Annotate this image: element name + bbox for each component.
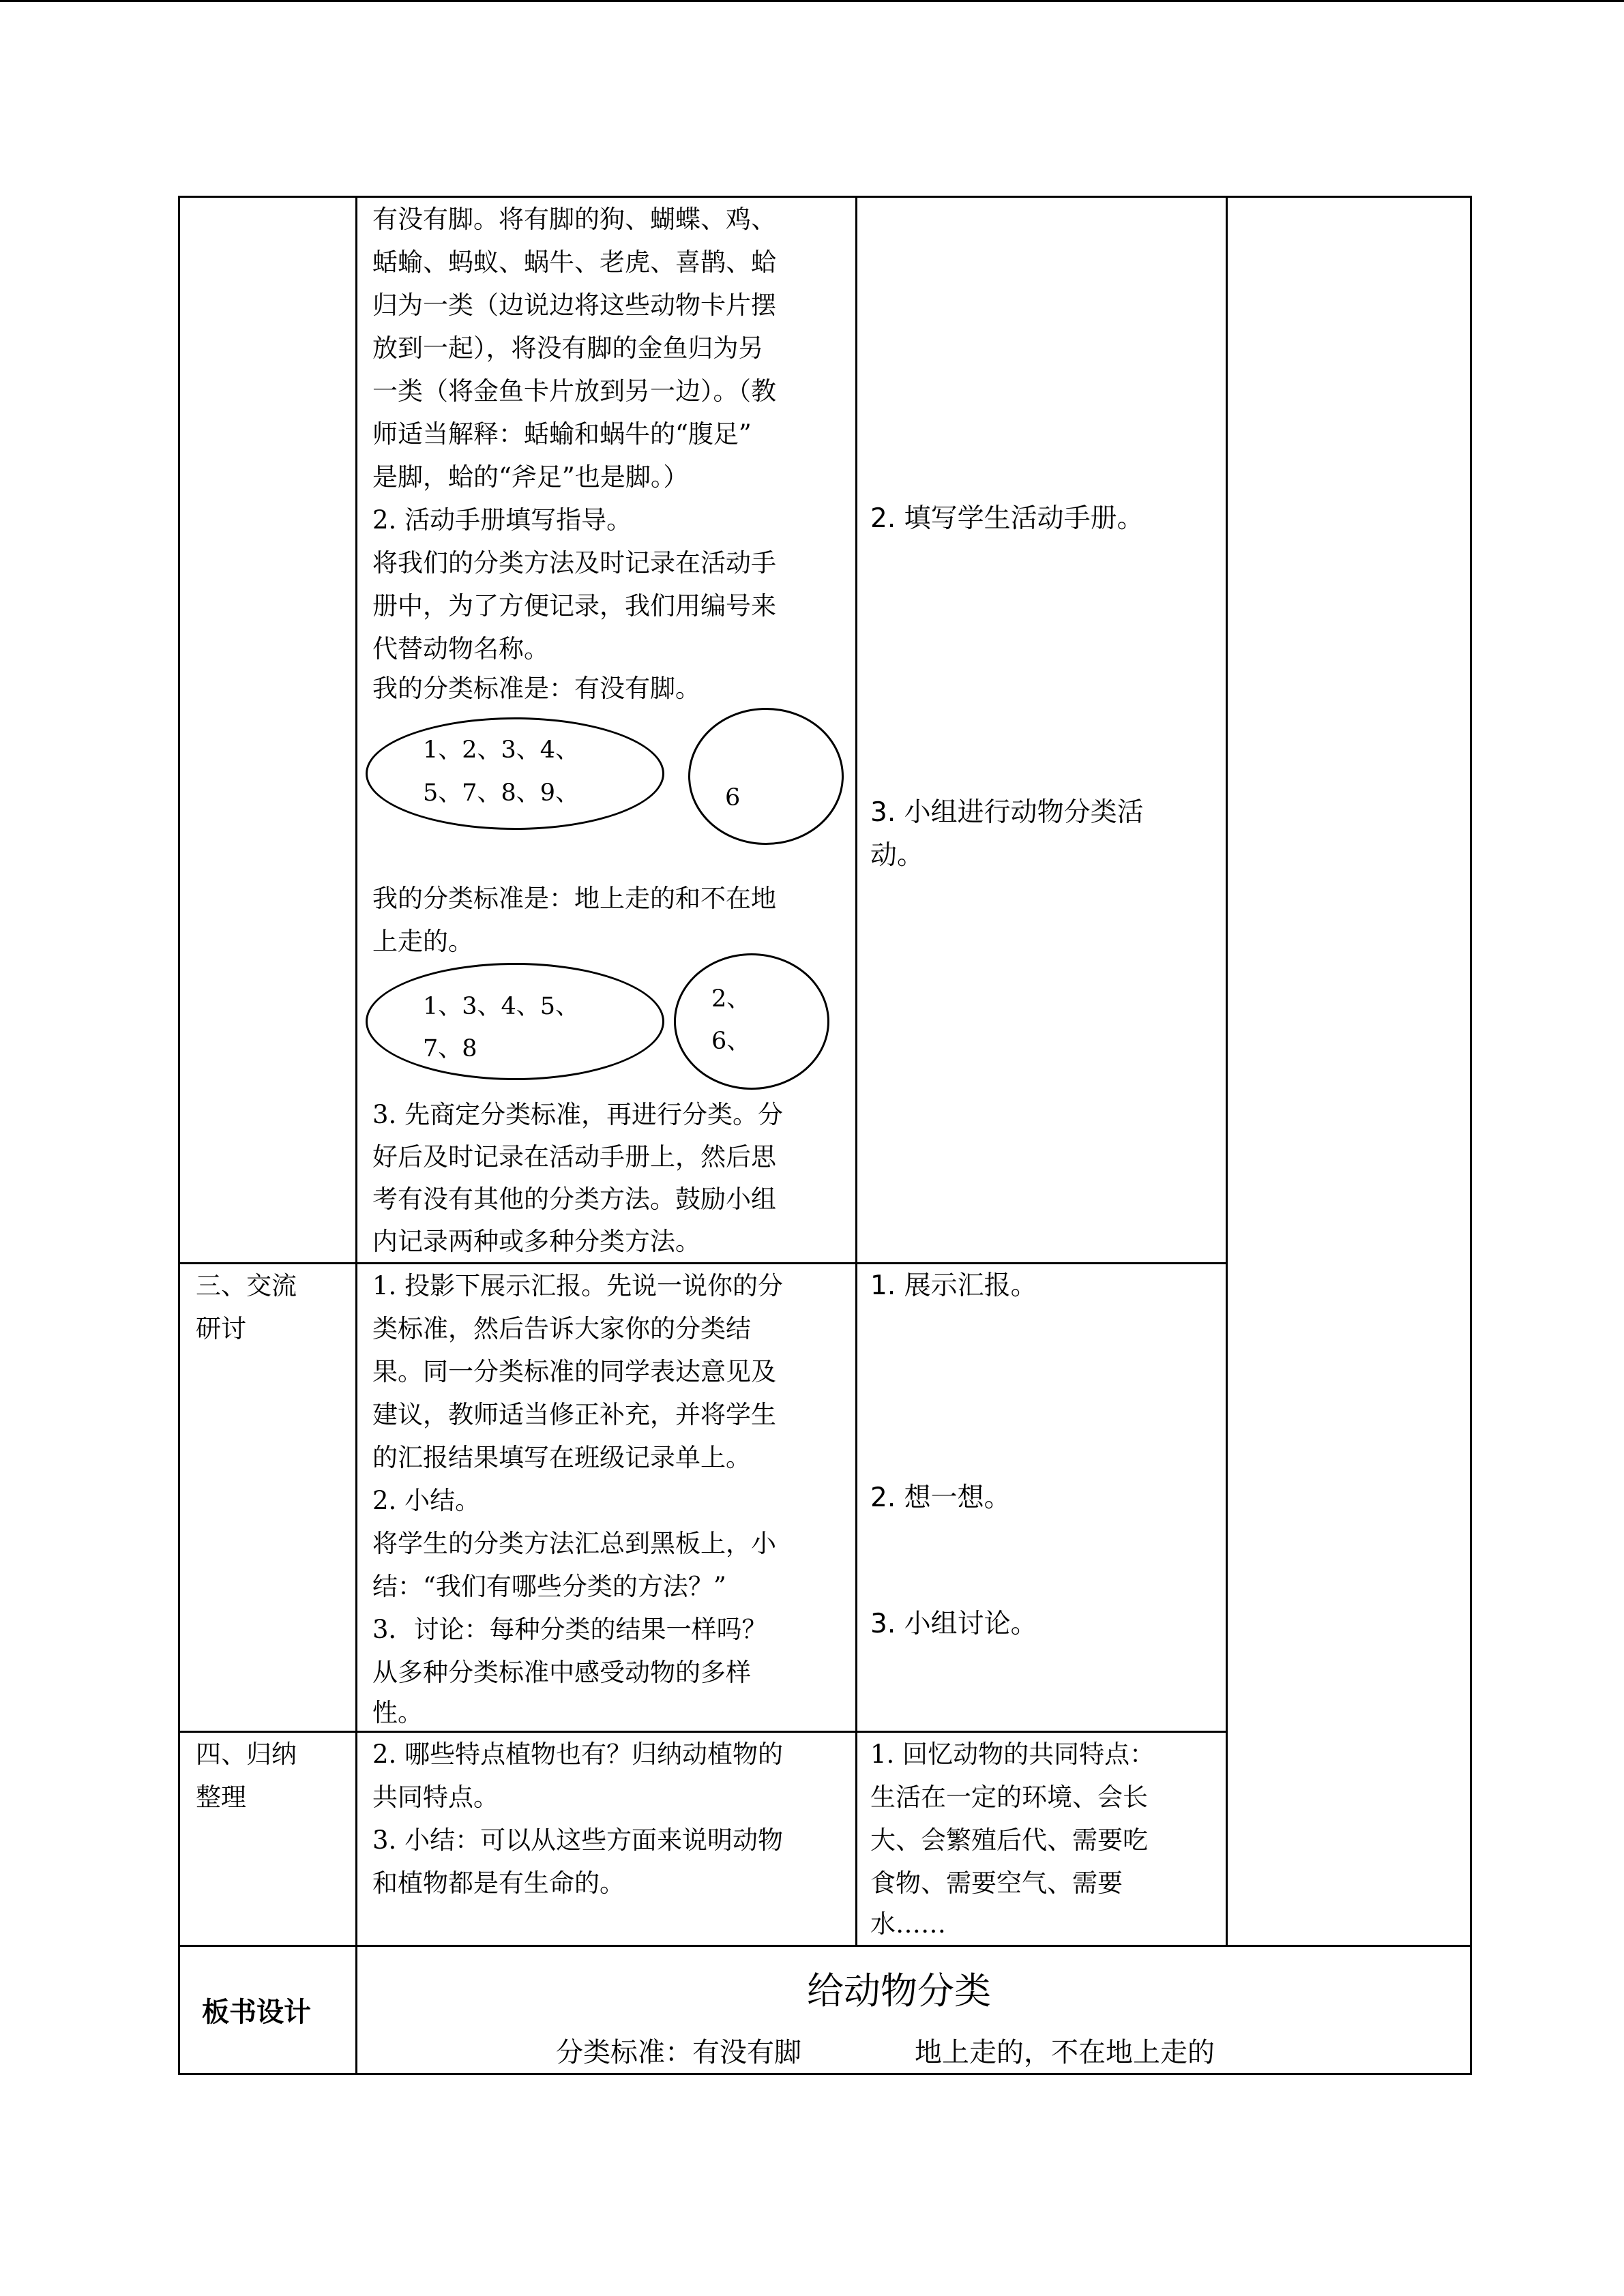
col-divider-3 (1226, 196, 1228, 1946)
step3-line: 好后及时记录在活动手册上，然后思 (372, 1142, 776, 1172)
section-4-student-line: 大、会繁殖后代、需要吃 (870, 1825, 1148, 1855)
board-subtitle-left: 分类标准：有没有脚 (556, 2037, 801, 2068)
section-3-teacher-line: 性。 (372, 1698, 423, 1727)
board-title: 给动物分类 (807, 1969, 991, 2012)
section-4-student-line: 水…… (870, 1909, 946, 1939)
teacher-line: 一类（将金鱼卡片放到另一边）。（教 (372, 376, 776, 406)
board-subtitle-right: 地上走的，不在地上走的 (915, 2037, 1215, 2068)
teacher-line: 将我们的分类方法及时记录在活动手 (372, 548, 776, 578)
section-3-teacher-line: 类标准，然后告诉大家你的分类结 (372, 1314, 751, 1343)
section-4-teacher-line: 2. 哪些特点植物也有？归纳动植物的 (372, 1740, 784, 1769)
table-bottom-border (178, 2073, 1472, 2075)
section-3-teacher-line: 1. 投影下展示汇报。先说一说你的分 (372, 1271, 784, 1300)
ground-walkers-line2: 7、8 (423, 1035, 477, 1062)
non-ground-walkers-line1: 2、 (711, 985, 751, 1013)
step3-line: 考有没有其他的分类方法。鼓励小组 (372, 1184, 776, 1214)
non-ground-walkers-line2: 6、 (711, 1028, 751, 1055)
section-4-student-line: 1. 回忆动物的共同特点： (870, 1740, 1155, 1769)
student-item-2: 2. 填写学生活动手册。 (870, 503, 1144, 534)
section-3-teacher-line: 3．讨论：每种分类的结果一样吗？ (372, 1615, 767, 1644)
ground-walkers-line1: 1、3、4、5、 (423, 993, 580, 1020)
criterion2-line: 我的分类标准是：地上走的和不在地 (372, 884, 776, 913)
page-top-edge (0, 0, 1624, 2)
teacher-line: 师适当解释：蛞蝓和蜗牛的“腹足” (372, 419, 752, 449)
legged-group-line2: 5、7、8、9、 (423, 779, 580, 807)
section-3-teacher-line: 建议，教师适当修正补充，并将学生 (372, 1400, 776, 1429)
non-ground-walkers-circle (674, 953, 829, 1090)
section-3-label: 三、交流 (196, 1271, 297, 1300)
section-3-label-cont: 研讨 (196, 1314, 246, 1343)
section-3-teacher-line: 的汇报结果填写在班级记录单上。 (372, 1443, 751, 1472)
section-3-teacher-line: 从多种分类标准中感受动物的多样 (372, 1658, 751, 1687)
teacher-line: 我的分类标准是：有没有脚。 (372, 674, 700, 703)
criterion2-line: 上走的。 (372, 927, 473, 956)
section-3-teacher-line: 2. 小结。 (372, 1486, 481, 1515)
section-4-label: 四、归纳 (196, 1740, 297, 1769)
section-3-teacher-line: 将学生的分类方法汇总到黑板上，小 (372, 1529, 776, 1558)
col-divider-2 (855, 196, 857, 1946)
board-design-label: 板书设计 (202, 1996, 311, 2028)
legless-group-text: 6 (725, 784, 741, 811)
section-4-label-cont: 整理 (196, 1783, 246, 1812)
section-3-teacher-line: 果。同一分类标准的同学表达意见及 (372, 1357, 776, 1386)
teacher-line: 2. 活动手册填写指导。 (372, 505, 632, 535)
teacher-line: 册中，为了方便记录，我们用编号来 (372, 591, 776, 621)
section-3-student-3: 3. 小组讨论。 (870, 1609, 1037, 1639)
col-divider-1 (355, 196, 357, 2075)
legged-group-line1: 1、2、3、4、 (423, 736, 580, 764)
student-item-3-cont: 动。 (870, 840, 924, 871)
section-4-student-line: 生活在一定的环境、会长 (870, 1783, 1148, 1812)
section-3-student-1: 1. 展示汇报。 (870, 1270, 1037, 1301)
section-3-student-2: 2. 想一想。 (870, 1482, 1011, 1513)
teacher-line: 是脚，蛤的“斧足”也是脚。） (372, 462, 689, 492)
section-4-teacher-line: 3. 小结：可以从这些方面来说明动物 (372, 1825, 784, 1855)
table-left-border (178, 196, 180, 2075)
teacher-line: 放到一起），将没有脚的金鱼归为另 (372, 333, 764, 363)
teacher-line: 代替动物名称。 (372, 634, 549, 664)
step3-line: 3. 先商定分类标准，再进行分类。分 (372, 1100, 784, 1129)
teacher-line: 有没有脚。将有脚的狗、蝴蝶、鸡、 (372, 205, 776, 234)
section-4-student-line: 食物、需要空气、需要 (870, 1868, 1123, 1898)
section-4-teacher-line: 共同特点。 (372, 1783, 499, 1812)
step3-line: 内记录两种或多种分类方法。 (372, 1227, 700, 1256)
teacher-line: 蛞蝓、蚂蚁、蜗牛、老虎、喜鹊、蛤 (372, 248, 776, 277)
table-right-border (1470, 196, 1472, 2075)
teacher-line: 归为一类（边说边将这些动物卡片摆 (372, 290, 776, 320)
section-4-teacher-line: 和植物都是有生命的。 (372, 1868, 625, 1898)
legless-group-circle (688, 708, 844, 845)
student-item-3: 3. 小组进行动物分类活 (870, 797, 1144, 828)
row-divider-board (178, 1945, 1472, 1947)
section-3-teacher-line: 结：“我们有哪些分类的方法？” (372, 1572, 726, 1601)
